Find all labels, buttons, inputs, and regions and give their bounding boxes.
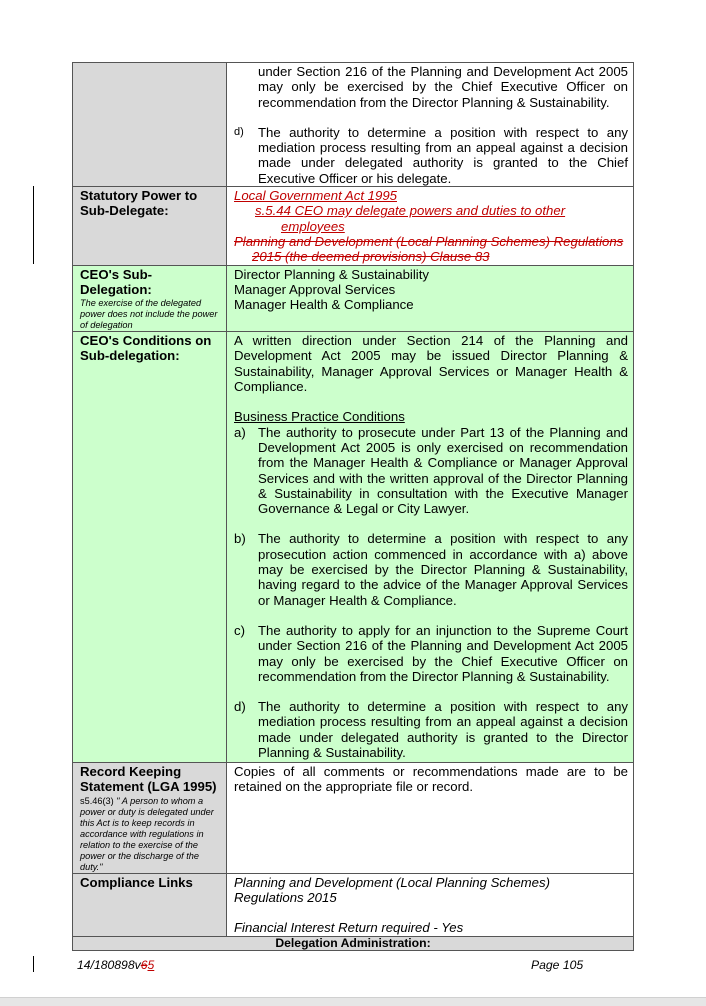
table-row <box>73 63 634 187</box>
version-inserted: 5 <box>147 958 155 972</box>
record-keeping-label-cell <box>73 763 227 874</box>
conditions-heading: Business Practice Conditions <box>234 409 405 425</box>
continuation-value-cell <box>227 63 634 187</box>
record-keeping-ref: s5.46(3) <box>80 795 114 806</box>
deleted-regulations: Planning and Development (Local Planning Schemes) Regulations 2015 (the deemed provisions) Clause 83 <box>234 233 624 265</box>
item-d-marker: d) <box>234 125 244 138</box>
table-row <box>73 332 634 763</box>
delegation-admin-header: Delegation Administration: <box>73 936 634 950</box>
officer-item: Manager Health & Compliance <box>234 297 414 313</box>
list-item <box>234 699 628 760</box>
table-row <box>73 873 634 936</box>
version-deleted: 6 <box>140 958 148 972</box>
condition-text: The authority to determine a position with respect to any mediation process resulting from an appeal against a decision made under delegated authority is granted to the Director Planning & Sustainability. <box>258 699 628 760</box>
change-bar-statutory <box>33 186 34 264</box>
sub-delegation-label: CEO's Sub-Delegation: <box>80 266 153 297</box>
condition-text: The authority to determine a position with respect to any prosecution action commenced in accordance with a) above may be exercised by the Director Planning & Sustainability, having regard to the advice of the Manager Approval Services or Manager Health & Compliance. <box>258 531 628 608</box>
table-row <box>73 187 634 265</box>
delegation-table <box>72 62 634 951</box>
officer-item: Director Planning & Sustainability <box>234 266 429 282</box>
change-bar-footer <box>33 956 34 972</box>
record-keeping-label: Record Keeping Statement (LGA 1995) <box>80 764 217 795</box>
conditions-label: CEO's Conditions on Sub-delegation: <box>73 332 227 763</box>
conditions-value <box>227 332 634 763</box>
compliance-label: Compliance Links <box>73 873 227 936</box>
list-item <box>234 64 628 110</box>
list-item <box>234 125 628 186</box>
record-keeping-quote: " A person to whom a power or duty is delegated under this Act is to keep records in accordance with regulations in relation to the exercise of the power or the discharge of the duty." <box>80 795 214 872</box>
statutory-power-label: Statutory Power to Sub-Delegate: <box>73 187 227 265</box>
condition-marker: b) <box>234 531 246 547</box>
sub-delegation-label-cell <box>73 265 227 332</box>
table-row <box>73 265 634 332</box>
financial-interest: Financial Interest Return required - Yes <box>234 920 464 936</box>
table-row <box>73 763 634 874</box>
statutory-power-value <box>227 187 634 265</box>
condition-marker: c) <box>234 622 245 638</box>
condition-marker: d) <box>234 699 246 715</box>
list-item <box>234 531 628 607</box>
condition-marker: a) <box>234 424 246 440</box>
condition-text: The authority to apply for an injunction to the Supreme Court under Section 216 of the Planning and Development Act 2005 may only be exercised by the Chief Executive Officer on recommendation from the Director Planning & Sustainability. <box>258 622 628 684</box>
list-item <box>234 425 628 517</box>
document-reference <box>77 958 154 972</box>
conditions-intro: A written direction under Section 214 of the Planning and Development Act 2005 may be issued Director Planning & Sustainability, Manager Approval Services or Manager Health & Compliance. <box>234 333 628 395</box>
continuation-label-cell <box>73 63 227 187</box>
inserted-act: Local Government Act 1995 <box>234 188 397 204</box>
condition-text: The authority to prosecute under Part 13 of the Planning and Development Act 2005 is only exercised on recommendation from the Manager Health & Compliance or Manager Approval Services and with the written approval of the Director Planning & Sustainability in consultation with the Executive Manager Governance & Legal or City Lawyer. <box>258 424 628 517</box>
table-row <box>73 936 634 950</box>
item-c-tail-text: under Section 216 of the Planning and Development Act 2005 may only be exercised by the Chief Executive Officer on recommendation from the Director Planning & Sustainability. <box>258 64 628 110</box>
doc-ref: 14/180898v <box>77 958 141 972</box>
sub-delegation-note: The exercise of the delegated power does not include the power of delegation <box>80 298 218 331</box>
compliance-regulations: Planning and Development (Local Planning Schemes) Regulations 2015 <box>234 874 550 906</box>
page-number: Page 105 <box>531 958 584 972</box>
compliance-value <box>227 873 634 936</box>
officer-item: Manager Approval Services <box>234 281 396 297</box>
inserted-section: s.5.44 CEO may delegate powers and duties to other employees <box>255 203 566 234</box>
sub-delegation-value <box>227 265 634 332</box>
list-item <box>234 623 628 684</box>
record-keeping-value: Copies of all comments or recommendations made are to be retained on the appropriate file or record. <box>227 763 634 874</box>
item-d-text: The authority to determine a position with respect to any mediation process resulting from an appeal against a decision made under delegated authority is granted to the Chief Executive Officer or his delegate. <box>258 124 628 186</box>
